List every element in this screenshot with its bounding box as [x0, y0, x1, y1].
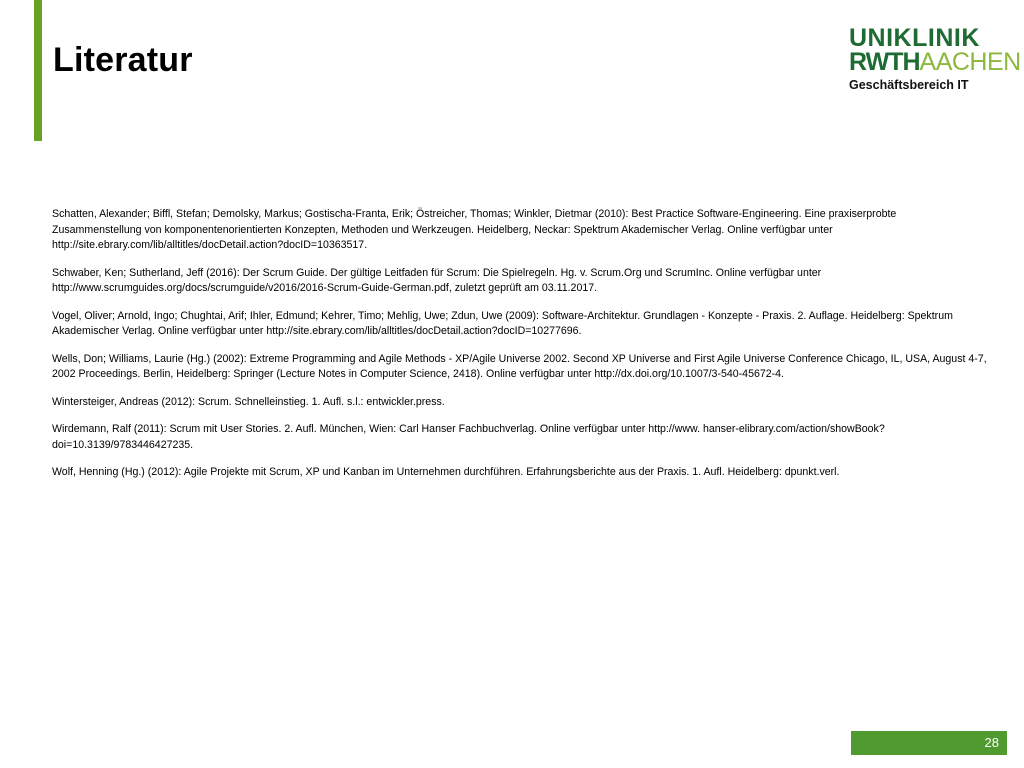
slide-title: Literatur [53, 41, 193, 79]
reference-item: Wolf, Henning (Hg.) (2012): Agile Projekte mit Scrum, XP und Kanban im Unternehmen durchführen. Erfahrungsberichte aus der Praxis. 1. Aufl. Heidelberg: dpunkt.verl. [52, 466, 840, 478]
logo-uniklinik-text: UNIKLINIK [849, 24, 980, 52]
reference-item: Schatten, Alexander; Biffl, Stefan; Demolsky, Markus; Gostischa-Franta, Erik; Östreicher, Thomas; Winkler, Dietmar (2010): Best Practice Software-Engineering. Eine praxiserprobte Zusammenstellung von komponentenorientierten Konzepten, Methoden und Werkzeugen. Heidelberg, Neckar: Spektrum Akademischer Verlag. Online verfügbar unter http://site.ebrary.com/lib/alltitles/docDetail.action?docID=10363517. [52, 208, 897, 251]
reference-list [52, 207, 987, 493]
logo-aachen-text: AACHEN [919, 48, 1021, 76]
reference-item: Schwaber, Ken; Sutherland, Jeff (2016): Der Scrum Guide. Der gültige Leitfaden für Scrum: Die Spielregeln. Hg. v. Scrum.Org und ScrumInc. Online verfügbar unter http://www.scrumguides.org/docs/scrumguide/v2016/2016-Scrum-Guide-German.pdf, zuletzt geprüft am 03.11.2017. [52, 266, 822, 294]
reference-item: Wells, Don; Williams, Laurie (Hg.) (2002): Extreme Programming and Agile Methods - XP/Agile Universe 2002. Second XP Universe and First Agile Universe Conference Chicago, IL, USA, August 4-7, 2002 Proceedings. Berlin, Heidelberg: Springer (Lecture Notes in Computer Science, 2418). Online verfügbar unter http://dx.doi.org/10.1007/3-540-45672-4. [52, 352, 987, 380]
reference-item: Wintersteiger, Andreas (2012): Scrum. Schnelleinstieg. 1. Aufl. s.l.: entwickler.press. [52, 395, 445, 408]
logo-department-text: Geschäftsbereich IT [849, 78, 969, 92]
page-number-badge: 28 [851, 731, 1007, 755]
logo-rwth-text: RWTH [849, 48, 920, 76]
reference-item: Vogel, Oliver; Arnold, Ingo; Chughtai, Arif; Ihler, Edmund; Kehrer, Timo; Mehlig, Uwe; Zdun, Uwe (2009): Software-Architektur. Grundlagen - Konzepte - Praxis. 2. Auflage. Heidelberg: Spektrum Akademischer Verlag. Online verfügbar unter http://site.ebrary.com/lib/alltitles/docDetail.action?docID=10277696. [52, 309, 953, 337]
reference-item: Wirdemann, Ralf (2011): Scrum mit User Stories. 2. Aufl. München, Wien: Carl Hanser Fachbuchverlag. Online verfügbar unter http://www. hanser-elibrary.com/action/showBook?doi=10.3139/9783446427235. [52, 423, 885, 451]
logo-rwth-aachen-text [849, 50, 1021, 75]
accent-bar [34, 0, 42, 141]
uniklinik-rwth-aachen-logo [849, 24, 1021, 96]
